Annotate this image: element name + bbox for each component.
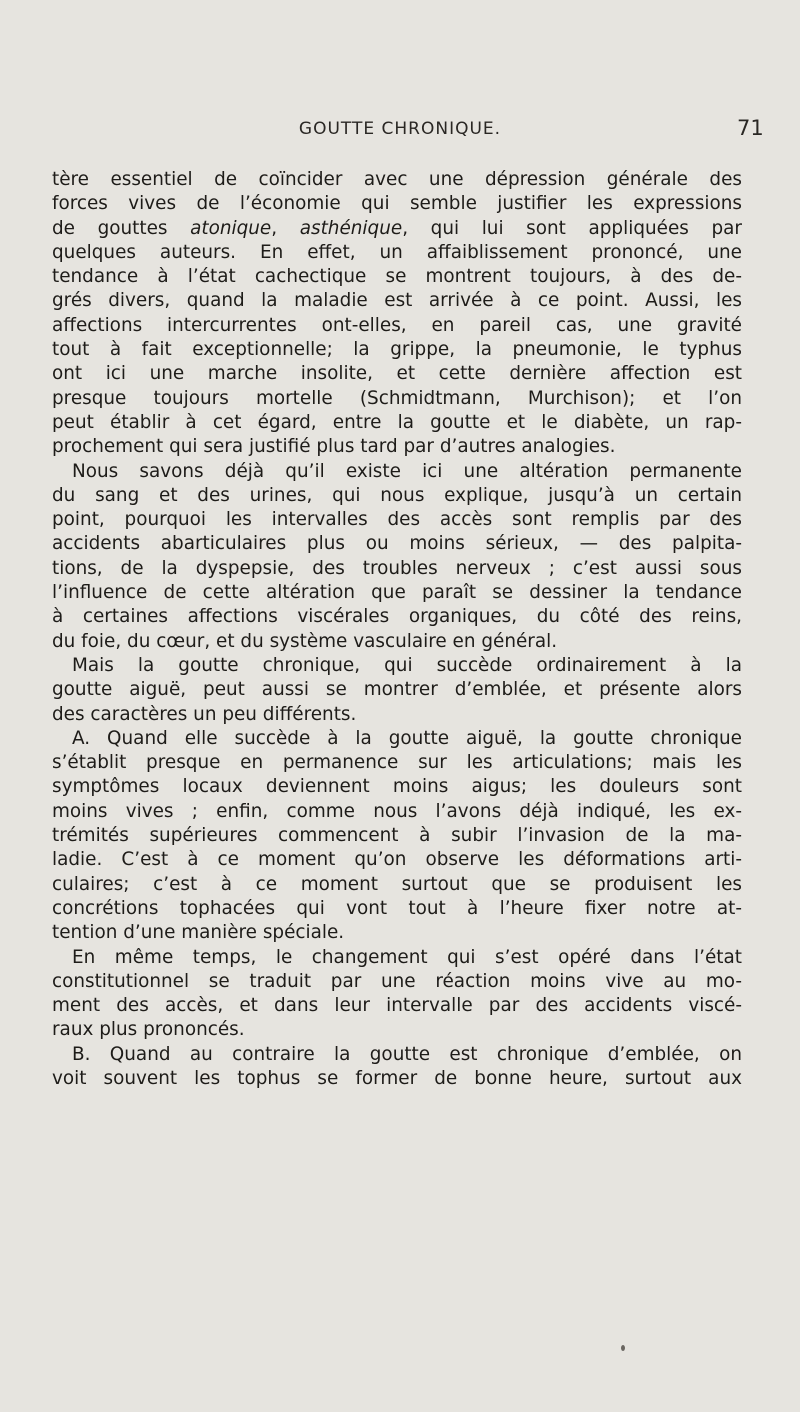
text-line: B. Quand au contraire la goutte est chronique d’emblée, on xyxy=(72,1043,742,1065)
page-number: 71 xyxy=(737,116,764,140)
text-line: concrétions tophacées qui vont tout à l’heure fixer notre at- xyxy=(52,897,742,919)
text-line: tère essentiel de coïncider avec une dépression générale des xyxy=(52,169,742,190)
text-fragment: , xyxy=(271,217,300,239)
text-line: du sang et des urines, qui nous explique, jusqu’à un certain xyxy=(52,484,742,506)
text-line: En même temps, le changement qui s’est opéré dans l’état xyxy=(72,946,742,968)
text-line: grés divers, quand la maladie est arrivée à ce point. Aussi, les xyxy=(52,290,742,312)
running-title: GOUTTE CHRONIQUE. xyxy=(298,119,502,139)
text-line: affections intercurrentes ont-elles, en pareil cas, une gravité xyxy=(52,314,742,336)
text-line: des caractères un peu différents. xyxy=(52,703,357,725)
text-line: presque toujours mortelle (Schmidtmann, Murchison); et l’on xyxy=(52,387,742,409)
text-line: tention d’une manière spéciale. xyxy=(52,922,345,944)
text-line: trémités supérieures commencent à subir l’invasion de la ma- xyxy=(52,825,742,847)
text-line: à certaines affections viscérales organiques, du côté des reins, xyxy=(52,606,742,628)
text-line: culaires; c’est à ce moment surtout que se produisent les xyxy=(52,873,742,895)
text-line: point, pourquoi les intervalles des accès sont remplis par des xyxy=(52,509,742,531)
body-text xyxy=(52,168,742,1091)
text-line: s’établit presque en permanence sur les articulations; mais les xyxy=(52,752,742,774)
text-line: Mais la goutte chronique, qui succède ordinairement à la xyxy=(72,654,742,676)
text-line: du foie, du cœur, et du système vasculaire en général. xyxy=(52,630,558,652)
text-line: forces vives de l’économie qui semble justifier les expressions xyxy=(52,193,742,215)
text-line xyxy=(52,217,742,241)
text-line: Nous savons déjà qu’il existe ici une altération permanente xyxy=(72,460,742,482)
text-line: ladie. C’est à ce moment qu’on observe les déformations arti- xyxy=(52,849,742,871)
text-line: tout à fait exceptionnelle; la grippe, la pneumonie, le typhus xyxy=(52,339,742,361)
text-line: raux plus prononcés. xyxy=(52,1019,245,1041)
text-line: ment des accès, et dans leur intervalle par des accidents viscé- xyxy=(52,995,742,1017)
text-line: accidents abarticulaires plus ou moins sérieux, — des palpita- xyxy=(52,533,742,555)
text-fragment: , qui lui sont appliquées par xyxy=(402,217,742,239)
text-line: symptômes locaux deviennent moins aigus; les douleurs sont xyxy=(52,776,742,798)
italic-term: asthénique xyxy=(299,217,403,239)
text-line: goutte aiguë, peut aussi se montrer d’emblée, et présente alors xyxy=(52,679,742,701)
text-fragment: de gouttes xyxy=(52,217,191,239)
text-line: quelques auteurs. En effet, un affaiblissement prononcé, une xyxy=(52,241,742,263)
text-line: moins vives ; enfin, comme nous l’avons déjà indiqué, les ex- xyxy=(52,800,742,822)
text-line: tendance à l’état cachectique se montrent toujours, à des de- xyxy=(52,266,742,288)
text-line: voit souvent les tophus se former de bonne heure, surtout aux xyxy=(52,1067,742,1089)
text-line: constitutionnel se traduit par une réaction moins vive au mo- xyxy=(52,970,742,992)
paper-speck xyxy=(621,1345,625,1351)
italic-term: atonique xyxy=(190,217,272,239)
text-line: prochement qui sera justifié plus tard par d’autres analogies. xyxy=(52,436,616,458)
text-line: tions, de la dyspepsie, des troubles nerveux ; c’est aussi sous xyxy=(52,557,742,579)
text-line: peut établir à cet égard, entre la goutte et le diabète, un rap- xyxy=(52,411,742,433)
text-line: ont ici une marche insolite, et cette dernière affection est xyxy=(52,363,742,385)
text-line: A. Quand elle succède à la goutte aiguë, la goutte chronique xyxy=(72,727,742,749)
text-line: l’influence de cette altération que paraît se dessiner la tendance xyxy=(52,582,742,604)
page-header xyxy=(0,0,800,150)
